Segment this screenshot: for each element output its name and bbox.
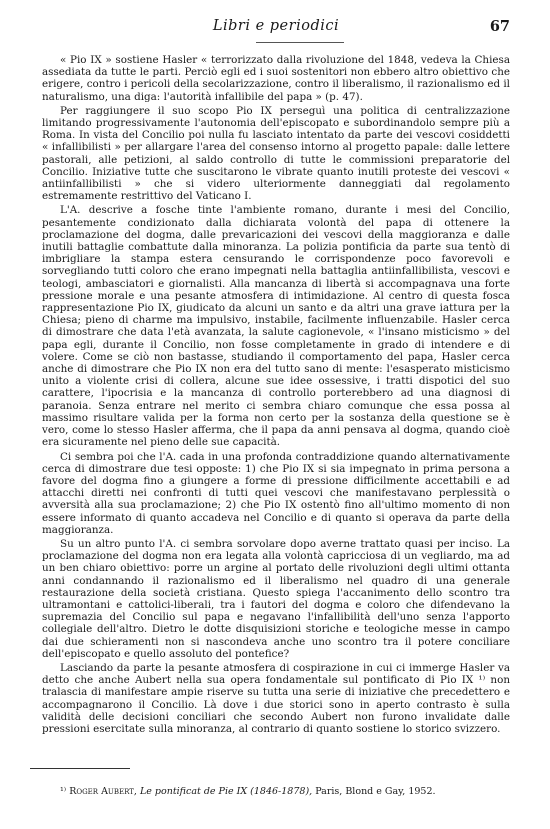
footnote-publication: Paris, Blond e Gay, 1952.	[315, 786, 436, 797]
paragraph-1: « Pio IX » sostiene Hasler « terrorizzato dalla rivoluzione del 1848, vedeva la Chiesa assediata da tutte le parti. Perciò egli ed i suoi sostenitori non ebbero altro obiettivo che erigere, contro i pericoli della secolarizzazione, contro il liberalismo, il razionalismo ed il naturalismo, una diga: l'autorità infallibile del papa » (p. 47).	[42, 54, 510, 103]
paragraph-3: L'A. descrive a fosche tinte l'ambiente romano, durante i mesi del Concilio, pesantemente condizionato dalla dichiarata volontà del papa di ottenere la proclamazione del dogma, dalle prevaricazioni dei vescovi della maggioranza e dalle inutili battaglie combattute dalla minoranza. La polizia pontificia da parte sua tentò di imbrigliare la stampa estera censurando le corrispondenze poco favorevoli e sorvegliando tutti coloro che erano impegnati nella battaglia antiinfallibilista, vescovi e teologi, ambasciatori e giornalisti. Alla mancanza di libertà si accompagnava una forte pressione morale e una pesante atmosfera di intimidazione. Al centro di questa fosca rappresentazione Pio IX, giudicato da alcuni un santo e da altri una grave iattura per la Chiesa; pieno di charme ma impulsivo, instabile, facilmente influenzabile. Hasler cerca di dimostrare che data l'età avanzata, la salute cagionevole, « l'insano misticismo » del papa egli, durante il Concilio, non fosse completamente in grado di intendere e di volere. Come se ciò non bastasse, studiando il comportamento del papa, Hasler cerca anche di dimostrare che Pio IX non era del tutto sano di mente: l'esasperato misticismo unito a violente crisi di collera, alcune sue idee ossessive, i tratti dispotici del suo carattere, l'ipocrisia e la mancanza di controllo porterebbero ad una diagnosi di paranoia. Senza entrare nel merito ci sembra chiaro comunque che essa possa al massimo risultare valida per la forma non certo per la sostanza della questione se è vero, come lo stesso Hasler afferma, che il papa da anni pensava al dogma, quando cioè era sicuramente nel pieno delle sue capacità.	[42, 204, 510, 449]
footnote-title: Le pontificat de Pie IX (1846-1878),	[139, 786, 313, 797]
paragraph-6: Lasciando da parte la pesante atmosfera di cospirazione in cui ci immerge Hasler va detto che anche Aubert nella sua opera fondamentale sul pontificato di Pio IX ¹⁾ non tralascia di manifestare ampie riserve su tutta una serie di iniziative che precedettero e accompagnarono il Concilio. Là dove i due storici sono in aperto contrasto è sulla validità delle decisioni conciliari che secondo Aubert non furono invalidate dalle pressioni esercitate sulla minoranza, al contrario di quanto sostiene lo storico svizzero.	[42, 661, 510, 735]
article-body	[42, 54, 510, 737]
page-number: 67	[489, 18, 510, 35]
running-title: Libri e periodici	[212, 18, 340, 34]
footnote-marker: ¹⁾	[60, 786, 67, 797]
header-rule	[256, 42, 344, 43]
paragraph-4: Ci sembra poi che l'A. cada in una profonda contraddizione quando alternativamente cerca di dimostrare due tesi opposte: 1) che Pio IX si sia impegnato in prima persona a favore del dogma fino a giungere a forme di pressione difficilmente accettabili e ad attacchi diretti nei confronti di tutti quei vescovi che manifestavano perplessità o avversità alla sua proclamazione; 2) che Pio IX ostentò fino all'ultimo momento di non essere informato di quanto accadeva nel Concilio e di quanto si operava da parte della maggioranza.	[42, 450, 510, 536]
paragraph-5: Su un altro punto l'A. ci sembra sorvolare dopo averne trattato quasi per inciso. La proclamazione del dogma non era legata alla volontà capricciosa di un vegliardo, ma ad un ben chiaro obiettivo: porre un argine al portato delle rivoluzioni degli ultimi ottanta anni condannando il razionalismo ed il liberalismo nel quadro di una generale restaurazione della società cristiana. Questo spiega l'accanimento dello scontro tra ultramontani e cattolici-liberali, tra i fautori del dogma e coloro che difendevano la supremazia del Concilio sul papa e negavano l'infallibilità dell'uno senza l'apporto collegiale dell'altro. Dietro le dotte disquisizioni storiche e teologiche messe in campo dai due schieramenti non si nascondeva anche uno scontro tra il potere conciliare dell'episcopato e quello assoluto del pontefice?	[42, 537, 510, 660]
footnote-author: Roger Aubert,	[69, 786, 137, 797]
footnote	[60, 786, 520, 798]
paragraph-2: Per raggiungere il suo scopo Pio IX perseguì una politica di centralizzazione limitando progressivamente l'autonomia dell'episcopato e subordinandolo sempre più a Roma. In vista del Concilio poi nulla fu lasciato intentato da parte dei vescovi cosiddetti « infallibilisti » per allargare l'area del consenso intorno al progetto papale: dalle lettere pastorali, alle petizioni, al saldo controllo di tutte le commissioni preparatorie del Concilio. Iniziative tutte che suscitarono le vibrate quanto inutili proteste dei vescovi « antiinfallibilisti » che si videro ulteriormente danneggiati dal regolamento estremamente restrittivo del Vaticano I.	[42, 104, 510, 203]
footnote-rule	[30, 768, 130, 769]
page-header	[42, 18, 510, 40]
